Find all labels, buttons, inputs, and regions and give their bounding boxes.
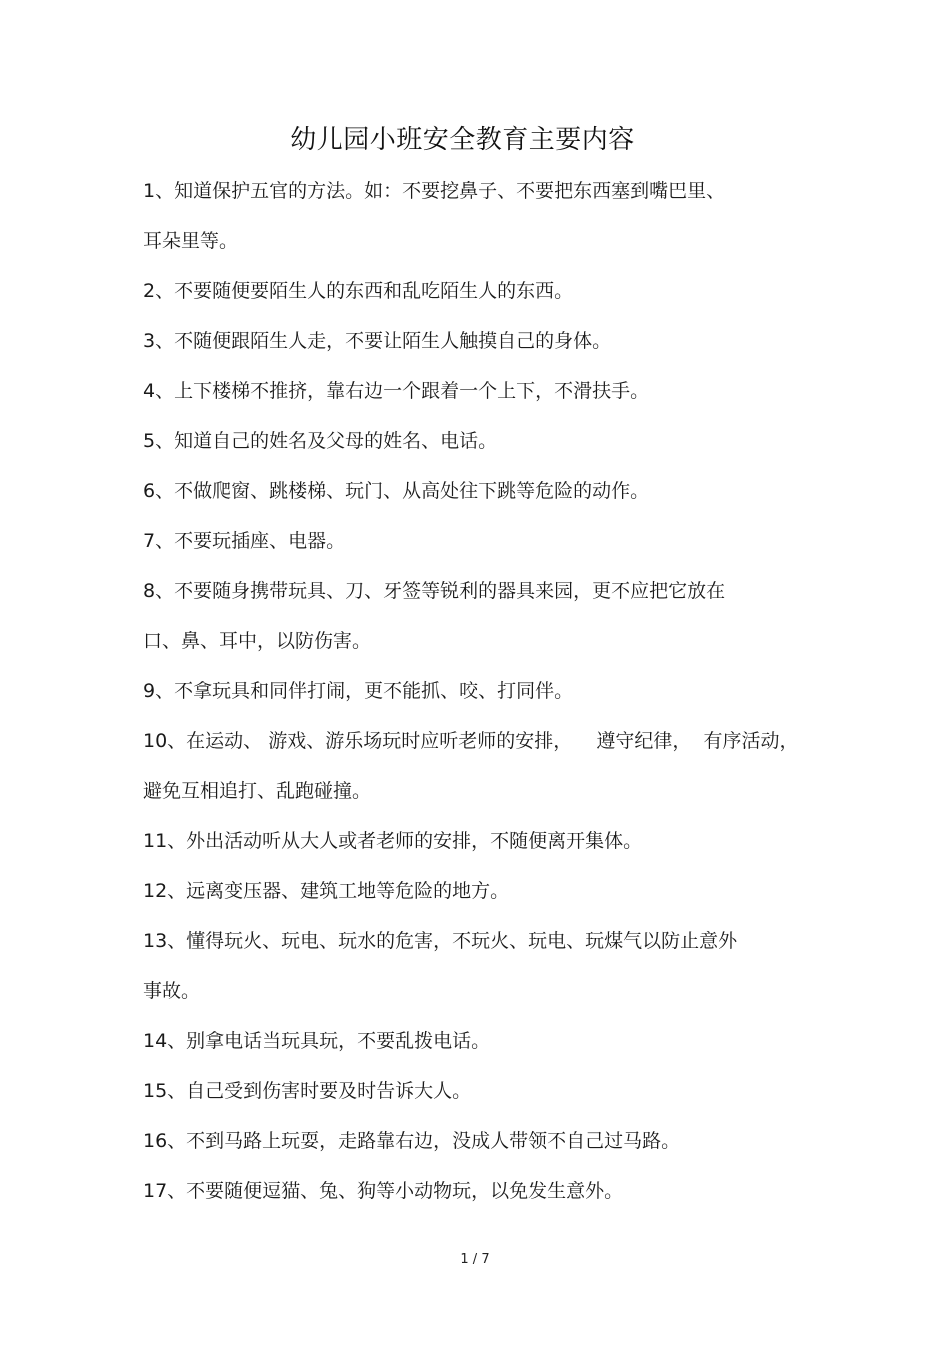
text-line-16: 13、懂得玩火、玩电、玩水的危害，不玩火、玩电、玩煤气以防止意外 <box>143 930 738 952</box>
text-line-18: 14、别拿电话当玩具玩，不要乱拨电话。 <box>143 1030 491 1052</box>
text-line-5: 4、上下楼梯不推挤，靠右边一个跟着一个上下，不滑扶手。 <box>143 380 650 402</box>
page-title: 幼儿园小班安全教育主要内容 <box>290 125 635 155</box>
text-line-20: 16、不到马路上玩耍，走路靠右边，没成人带领不自己过马路。 <box>143 1130 681 1152</box>
text-line-9: 8、不要随身携带玩具、刀、牙签等锐利的器具来园，更不应把它放在 <box>143 580 726 602</box>
text-line-4: 3、不随便跟陌生人走，不要让陌生人触摸自己的身体。 <box>143 330 612 352</box>
text-line-15: 12、远离变压器、建筑工地等危险的地方。 <box>143 880 510 902</box>
text-line-17: 事故。 <box>143 980 201 1002</box>
text-line-19: 15、自己受到伤害时要及时告诉大人。 <box>143 1080 472 1102</box>
text-line-2: 耳朵里等。 <box>143 230 239 252</box>
text-line-12: 10、在运动、 游戏、游乐场玩时应听老师的安排， 遵守纪律， 有序活动， <box>143 730 799 752</box>
text-line-1: 1、知道保护五官的方法。如：不要挖鼻子、不要把东西塞到嘴巴里、 <box>143 180 726 202</box>
text-line-8: 7、不要玩插座、电器。 <box>143 530 346 552</box>
text-line-7: 6、不做爬窗、跳楼梯、玩门、从高处往下跳等危险的动作。 <box>143 480 650 502</box>
text-line-6: 5、知道自己的姓名及父母的姓名、电话。 <box>143 430 498 452</box>
text-line-13: 避免互相追打、乱跑碰撞。 <box>143 780 372 802</box>
page-number: 1 / 7 <box>460 1252 490 1267</box>
text-line-3: 2、不要随便要陌生人的东西和乱吃陌生人的东西。 <box>143 280 574 302</box>
text-line-14: 11、外出活动听从大人或者老师的安排，不随便离开集体。 <box>143 830 643 852</box>
text-line-10: 口、鼻、耳中，以防伤害。 <box>143 630 372 652</box>
text-line-11: 9、不拿玩具和同伴打闹，更不能抓、咬、打同伴。 <box>143 680 574 702</box>
text-line-21: 17、不要随便逗猫、兔、狗等小动物玩，以免发生意外。 <box>143 1180 624 1202</box>
